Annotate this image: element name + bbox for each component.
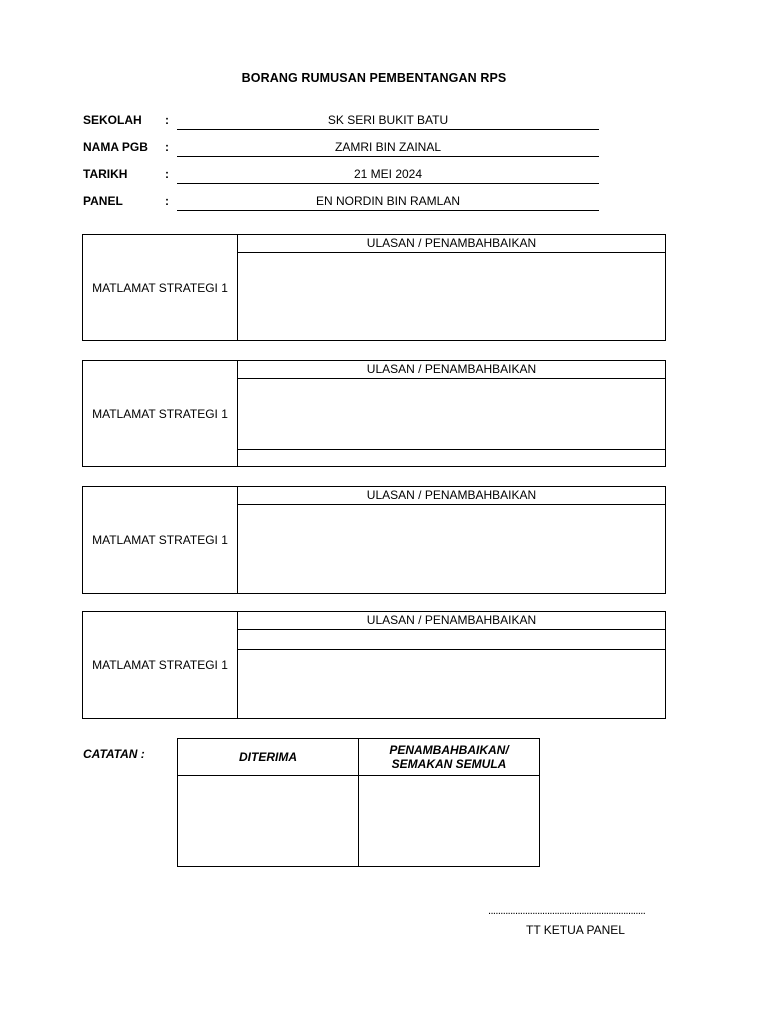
strategy-label: MATLAMAT STRATEGI 1 <box>83 361 238 466</box>
info-row-sekolah <box>0 113 768 140</box>
info-colon: : <box>165 194 169 208</box>
strategy-block-2 <box>82 360 666 467</box>
review-field[interactable] <box>238 254 665 340</box>
info-label: NAMA PGB <box>83 140 148 154</box>
signature-line[interactable]: ................................................................ <box>488 905 646 917</box>
review-heading: ULASAN / PENAMBAHBAIKAN <box>238 612 665 630</box>
review-field[interactable] <box>238 506 665 593</box>
info-colon: : <box>165 113 169 127</box>
page-title: BORANG RUMUSAN PEMBENTANGAN RPS <box>241 71 507 85</box>
info-label: PANEL <box>83 194 123 208</box>
strategy-label: MATLAMAT STRATEGI 1 <box>83 612 238 718</box>
info-row-nama-pgb <box>0 140 768 167</box>
strategy-label: MATLAMAT STRATEGI 1 <box>83 487 238 593</box>
signature-label: TT KETUA PANEL <box>526 923 625 937</box>
notes-header-revision <box>359 739 539 775</box>
info-value-sekolah[interactable]: SK SERI BUKIT BATU <box>177 113 599 130</box>
info-label: SEKOLAH <box>83 113 142 127</box>
strategy-block-3 <box>82 486 666 594</box>
review-heading: ULASAN / PENAMBAHBAIKAN <box>238 487 665 505</box>
info-row-panel <box>0 194 768 221</box>
review-field[interactable] <box>238 380 665 449</box>
review-heading: ULASAN / PENAMBAHBAIKAN <box>238 361 665 379</box>
notes-header-revision-text: PENAMBAHBAIKAN/ SEMAKAN SEMULA <box>389 743 509 771</box>
info-label: TARIKH <box>83 167 128 181</box>
info-colon: : <box>165 140 169 154</box>
notes-header-accepted: DITERIMA <box>239 750 297 764</box>
notes-table <box>177 738 540 867</box>
info-colon: : <box>165 167 169 181</box>
review-field-extra[interactable] <box>238 450 665 466</box>
review-field[interactable] <box>238 650 665 718</box>
notes-cell-accepted[interactable] <box>178 776 358 866</box>
review-field-top[interactable] <box>238 631 665 649</box>
info-row-tarikh <box>0 167 768 194</box>
info-value-tarikh[interactable]: 21 MEI 2024 <box>177 167 599 184</box>
notes-cell-revision[interactable] <box>359 776 539 866</box>
info-value-panel[interactable]: EN NORDIN BIN RAMLAN <box>177 194 599 211</box>
strategy-block-1 <box>82 234 666 341</box>
info-value-nama-pgb[interactable]: ZAMRI BIN ZAINAL <box>177 140 599 157</box>
strategy-block-4 <box>82 611 666 719</box>
strategy-label: MATLAMAT STRATEGI 1 <box>83 235 238 340</box>
notes-label: CATATAN : <box>83 747 145 761</box>
review-heading: ULASAN / PENAMBAHBAIKAN <box>238 235 665 253</box>
